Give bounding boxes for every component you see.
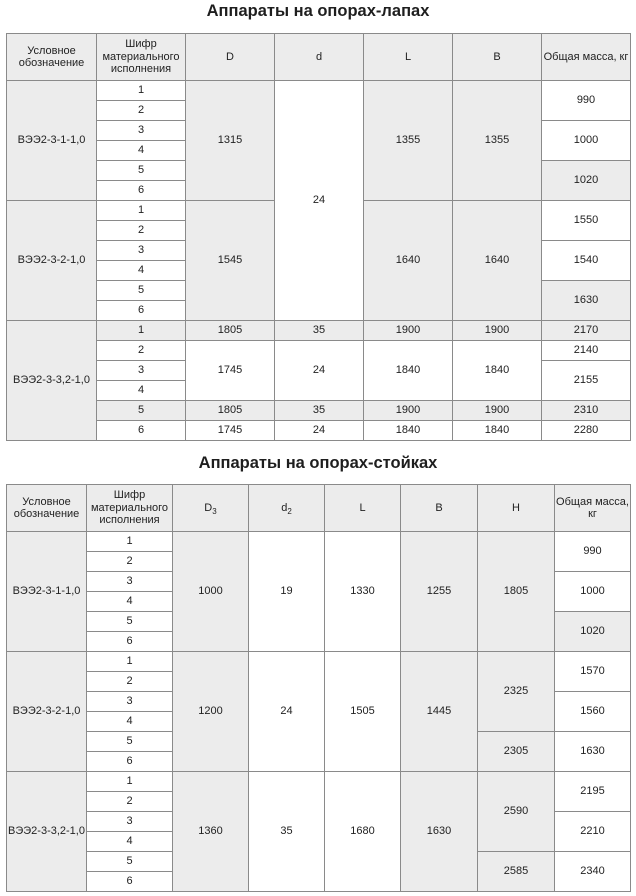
d-cell: 24	[275, 81, 364, 321]
col-header-L: L	[364, 34, 453, 81]
cipher-cell: 6	[87, 632, 173, 652]
mass-cell: 2170	[542, 321, 631, 341]
col-header-mass: Общая масса, кг	[555, 485, 631, 532]
D-cell: 1745	[186, 421, 275, 441]
col-header-cipher: Шифр материального исполнения	[87, 485, 173, 532]
B-cell: 1840	[453, 421, 542, 441]
cipher-cell: 5	[87, 852, 173, 872]
designation-cell: ВЭЭ2-3-2-1,0	[7, 652, 87, 772]
L-cell: 1840	[364, 341, 453, 401]
D-cell: 1545	[186, 201, 275, 321]
table2	[6, 484, 631, 892]
mass-cell: 2210	[555, 812, 631, 852]
L-cell: 1900	[364, 401, 453, 421]
mass-cell: 1540	[542, 241, 631, 281]
H-cell: 2590	[478, 772, 555, 852]
mass-cell: 1000	[542, 121, 631, 161]
mass-cell: 1630	[555, 732, 631, 772]
cipher-cell: 1	[97, 201, 186, 221]
mass-cell: 1570	[555, 652, 631, 692]
cipher-cell: 3	[87, 812, 173, 832]
L-cell: 1680	[325, 772, 401, 892]
D-cell: 1805	[186, 401, 275, 421]
table1	[6, 33, 631, 441]
cipher-cell: 6	[87, 872, 173, 892]
mass-cell: 2280	[542, 421, 631, 441]
H-cell: 2325	[478, 652, 555, 732]
cipher-cell: 5	[97, 161, 186, 181]
cipher-cell: 3	[97, 121, 186, 141]
mass-cell: 2195	[555, 772, 631, 812]
cipher-cell: 2	[87, 552, 173, 572]
B-cell: 1640	[453, 201, 542, 321]
col-header-H: H	[478, 485, 555, 532]
cipher-cell: 1	[97, 81, 186, 101]
L-cell: 1330	[325, 532, 401, 652]
col-header-designation: Условное обозначение	[7, 485, 87, 532]
cipher-cell: 4	[97, 261, 186, 281]
mass-cell: 2140	[542, 341, 631, 361]
col-header-D: D	[186, 34, 275, 81]
col-header-B: B	[453, 34, 542, 81]
mass-cell: 2340	[555, 852, 631, 892]
D3-cell: 1200	[173, 652, 249, 772]
cipher-cell: 5	[87, 732, 173, 752]
col-header-d: d	[275, 34, 364, 81]
cipher-cell: 2	[97, 221, 186, 241]
B-cell: 1630	[401, 772, 478, 892]
mass-cell: 1630	[542, 281, 631, 321]
L-cell: 1900	[364, 321, 453, 341]
mass-cell: 990	[555, 532, 631, 572]
col-header-L: L	[325, 485, 401, 532]
mass-cell: 1020	[555, 612, 631, 652]
cipher-cell: 3	[87, 572, 173, 592]
cipher-cell: 5	[87, 612, 173, 632]
D-cell: 1745	[186, 341, 275, 401]
designation-cell: ВЭЭ2-3-3,2-1,0	[7, 772, 87, 892]
cipher-cell: 4	[87, 592, 173, 612]
B-cell: 1355	[453, 81, 542, 201]
mass-cell: 990	[542, 81, 631, 121]
L-cell: 1640	[364, 201, 453, 321]
cipher-cell: 1	[87, 652, 173, 672]
D-cell: 1805	[186, 321, 275, 341]
d-cell: 35	[275, 321, 364, 341]
cipher-cell: 1	[87, 772, 173, 792]
table1-title: Аппараты на опорах-лапах	[206, 2, 430, 20]
L-cell: 1840	[364, 421, 453, 441]
cipher-cell: 3	[97, 241, 186, 261]
cipher-cell: 6	[87, 752, 173, 772]
d2-cell: 35	[249, 772, 325, 892]
B-cell: 1900	[453, 321, 542, 341]
H-cell: 2585	[478, 852, 555, 892]
B-cell: 1255	[401, 532, 478, 652]
d-cell: 24	[275, 341, 364, 401]
B-cell: 1840	[453, 341, 542, 401]
cipher-cell: 2	[97, 101, 186, 121]
mass-cell: 1550	[542, 201, 631, 241]
cipher-cell: 6	[97, 181, 186, 201]
L-cell: 1355	[364, 81, 453, 201]
L-cell: 1505	[325, 652, 401, 772]
cipher-cell: 3	[87, 692, 173, 712]
d-cell: 24	[275, 421, 364, 441]
mass-cell: 2310	[542, 401, 631, 421]
D3-cell: 1000	[173, 532, 249, 652]
cipher-cell: 2	[97, 341, 186, 361]
cipher-cell: 2	[87, 792, 173, 812]
col-header-B: B	[401, 485, 478, 532]
cipher-cell: 4	[97, 141, 186, 161]
mass-cell: 1000	[555, 572, 631, 612]
col-header-d2: $d_2$	[249, 485, 325, 532]
designation-cell: ВЭЭ2-3-1-1,0	[7, 81, 97, 201]
cipher-cell: 5	[97, 281, 186, 301]
cipher-cell: 3	[97, 361, 186, 381]
d2-cell: 24	[249, 652, 325, 772]
col-header-designation: Условное обозначение	[7, 34, 97, 81]
cipher-cell: 1	[87, 532, 173, 552]
D3-cell: 1360	[173, 772, 249, 892]
cipher-cell: 4	[97, 381, 186, 401]
designation-cell: ВЭЭ2-3-1-1,0	[7, 532, 87, 652]
col-header-D3: $D_3$	[173, 485, 249, 532]
cipher-cell: 4	[87, 832, 173, 852]
table2-title: Аппараты на опорах-стойках	[198, 454, 438, 472]
B-cell: 1900	[453, 401, 542, 421]
mass-cell: 2155	[542, 361, 631, 401]
col-header-mass: Общая масса, кг	[542, 34, 631, 81]
cipher-cell: 4	[87, 712, 173, 732]
mass-cell: 1560	[555, 692, 631, 732]
designation-cell: ВЭЭ2-3-2-1,0	[7, 201, 97, 321]
H-cell: 1805	[478, 532, 555, 652]
cipher-cell: 6	[97, 301, 186, 321]
designation-cell: ВЭЭ2-3-3,2-1,0	[7, 321, 97, 441]
cipher-cell: 6	[97, 421, 186, 441]
H-cell: 2305	[478, 732, 555, 772]
cipher-cell: 1	[97, 321, 186, 341]
cipher-cell: 5	[97, 401, 186, 421]
col-header-cipher: Шифр материального исполнения	[97, 34, 186, 81]
mass-cell: 1020	[542, 161, 631, 201]
D-cell: 1315	[186, 81, 275, 201]
cipher-cell: 2	[87, 672, 173, 692]
B-cell: 1445	[401, 652, 478, 772]
d-cell: 35	[275, 401, 364, 421]
d2-cell: 19	[249, 532, 325, 652]
